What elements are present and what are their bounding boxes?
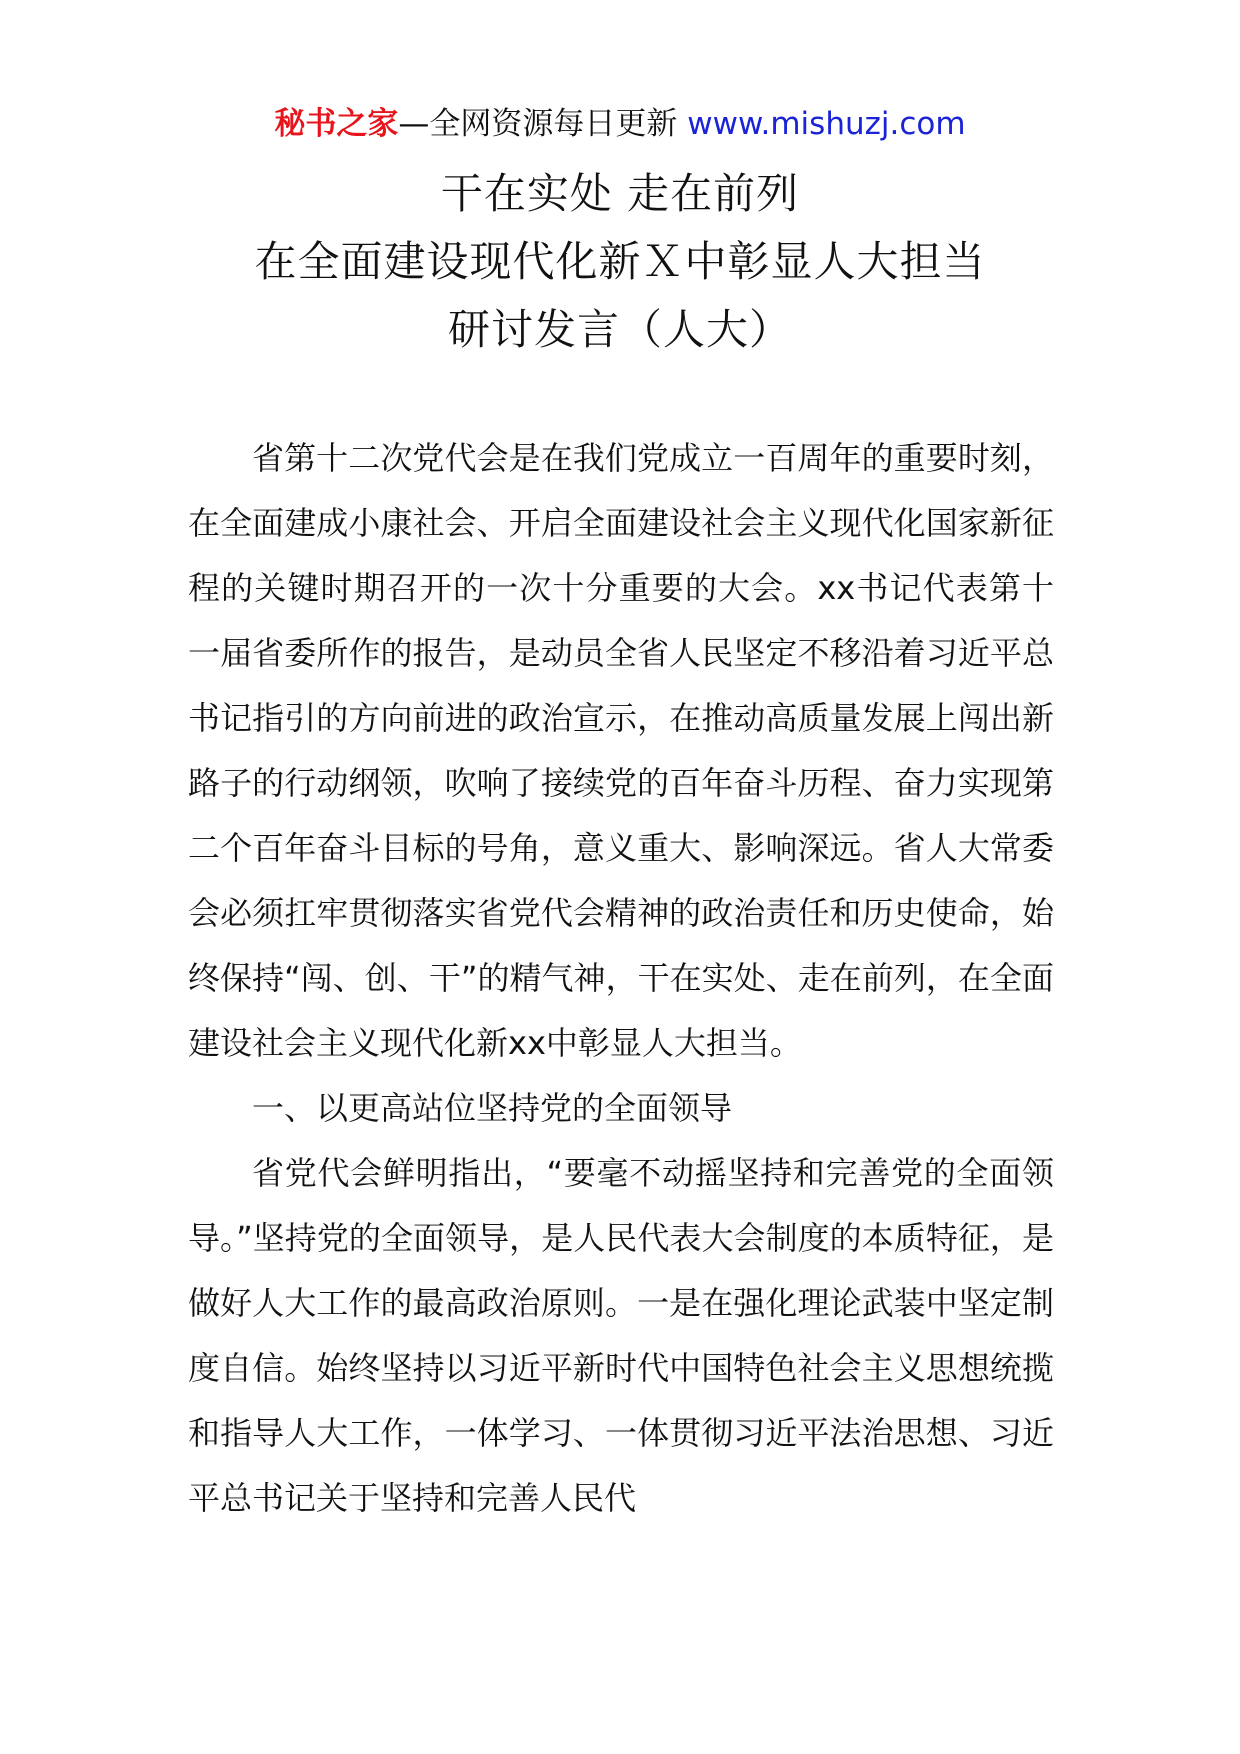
title-line-3: 研讨发言（人大） (447, 305, 792, 354)
title-line-1: 干在实处 走在前列 (440, 169, 800, 218)
document-body (188, 426, 1054, 1531)
header-tagline: —全网资源每日更新 (398, 106, 678, 142)
site-url-link[interactable]: www.mishuzj.com (687, 106, 966, 142)
body-paragraph-1: 省第十二次党代会是在我们党成立一百周年的重要时刻，在全面建成小康社会、开启全面建设社会主义现代化国家新征程的关键时期召开的一次十分重要的大会。xx书记代表第十一届省委所作的报告，是动员全省人民坚定不移沿着习近平总书记指引的方向前进的政治宣示，在推动高质量发展上闯出新路子的行动纲领，吹响了接续党的百年奋斗历程、奋力实现第二个百年奋斗目标的号角，意义重大、影响深远。省人大常委会必须扛牢贯彻落实省党代会精神的政治责任和历史使命，始终保持“闯、创、干”的精气神，干在实处、走在前列，在全面建设社会主义现代化新xx中彰显人大担当。 (188, 439, 1054, 1062)
section-heading-1: 一、以更高站位坚持党的全面领导 (252, 1089, 733, 1127)
body-paragraph-2: 省党代会鲜明指出，“要毫不动摇坚持和完善党的全面领导。”坚持党的全面领导，是人民代表大会制度的本质特征，是做好人大工作的最高政治原则。一是在强化理论武装中坚定制度自信。始终坚持以习近平新时代中国特色社会主义思想统揽和指导人大工作，一体学习、一体贯彻习近平法治思想、习近平总书记关于坚持和完善人民代 (188, 1154, 1054, 1517)
title-line-2: 在全面建设现代化新Ｘ中彰显人大担当 (254, 237, 986, 286)
site-header (0, 100, 1240, 148)
document-title (0, 160, 1240, 364)
brand-name: 秘书之家 (274, 106, 399, 142)
